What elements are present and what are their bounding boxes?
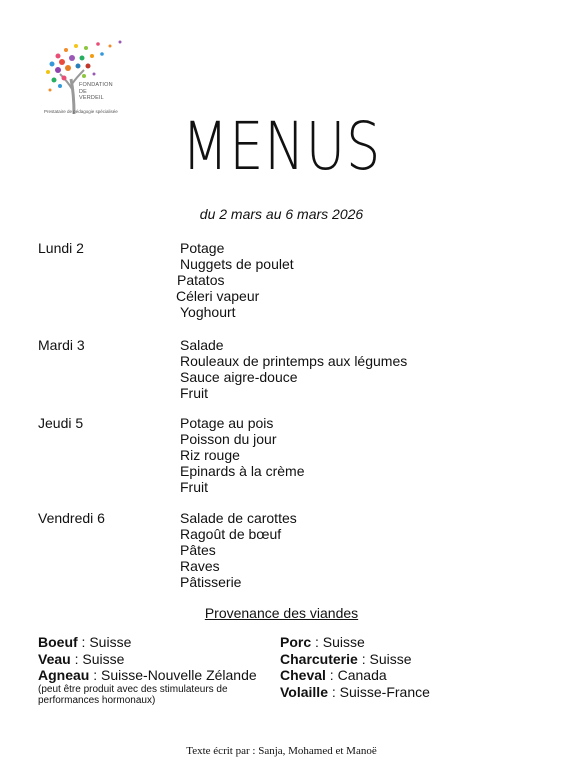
menu-item: Nuggets de poulet [180,256,294,272]
menu-item: Salade de carottes [180,510,297,526]
hormone-note: (peut être produit avec des stimulateurs de performances hormonaux) [38,683,228,706]
menu-item: Fruit [180,479,208,495]
foundation-logo [38,34,128,124]
logo-name: FONDATION DE VERDEIL [79,82,113,101]
menu-items-monday [176,240,294,320]
meat-row: Cheval : Canada [280,667,387,683]
menu-item: Fruit [180,385,208,401]
meat-row: Veau : Suisse [38,650,125,667]
menu-item: Patatos [177,272,225,288]
logo-tagline: Prestataire de pédagogie spécialisée [44,109,118,114]
day-label-tuesday: Mardi 3 [38,337,85,353]
day-label-thursday: Jeudi 5 [38,415,84,431]
menu-item: Riz rouge [180,447,240,463]
meat-row: Charcuterie : Suisse [280,650,412,667]
menu-item: Poisson du jour [180,431,277,447]
provenance-title: Provenance des viandes [204,605,359,621]
menu-item: Céleri vapeur [176,288,260,304]
menu-items-tuesday [180,337,407,401]
meat-origin-right [280,634,430,700]
meat-origin-left [38,634,257,707]
footer-authors: Texte écrit par : Sanja, Mohamed et Manoë [186,745,377,757]
menu-item: Ragoût de bœuf [180,526,282,542]
menu-item: Epinards à la crème [180,463,305,479]
meat-row: Volaille : Suisse-France [280,683,430,700]
menu-items-thursday [180,415,305,495]
menu-item: Pâtisserie [180,574,242,590]
page-title: MENUS [181,108,382,185]
menu-item: Yoghourt [180,304,236,320]
menu-item: Rouleaux de printemps aux légumes [180,353,408,369]
meat-row: Porc : Suisse [280,634,365,650]
menu-item: Sauce aigre-douce [180,369,298,385]
menu-items-friday [180,510,297,590]
meat-row: Agneau : Suisse-Nouvelle Zélande [38,667,257,683]
day-label-monday: Lundi 2 [38,240,84,256]
menu-item: Pâtes [180,542,216,558]
meat-row: Boeuf : Suisse [38,634,132,650]
menu-dates: du 2 mars au 6 mars 2026 [199,206,364,222]
menu-item: Potage au pois [180,415,274,431]
menu-item: Salade [180,337,224,353]
day-label-friday: Vendredi 6 [38,510,105,526]
menu-item: Potage [180,240,225,256]
menu-item: Raves [180,558,220,574]
